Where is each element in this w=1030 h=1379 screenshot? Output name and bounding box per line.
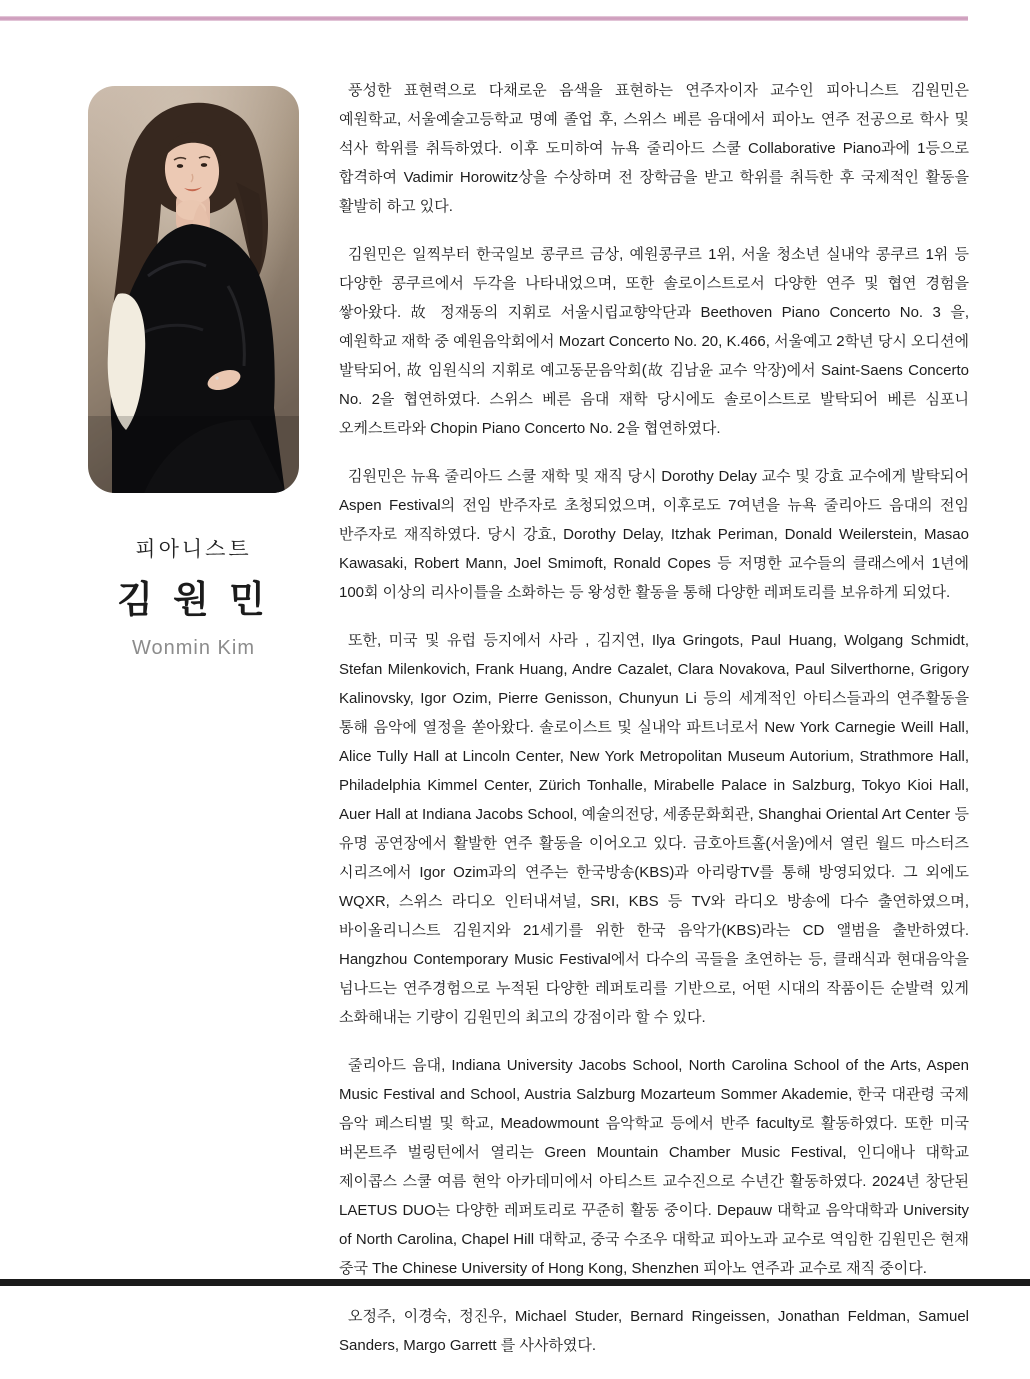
bio-paragraph: 김원민은 뉴욕 줄리아드 스쿨 재학 및 재직 당시 Dorothy Delay 교수 및 강효 교수에게 발탁되어 Aspen Festival의 전임 반주자로 초청되었으며, 이후로도 7여년을 뉴욕 줄리아드 음대의 전임 반주자로 재직하였다. 당시 강효, Dorothy Delay, Itzhak Periman, Donald Weilerstein, Masao Kawasaki, Robert Mann, Joel Smimoft, Ronald Copes 등 저명한 교수들의 클래스에서 1년에 100회 이상의 리사이틀을 소화하는 등 왕성한 활동을 통해 다양한 레퍼토리를 보유하게 되었다. xyxy=(339,468,969,601)
role-label: 피아니스트 xyxy=(135,538,252,561)
bio-paragraph: 또한, 미국 및 유럽 등지에서 사라 , 김지연, Ilya Gringots, Paul Huang, Wolgang Schmidt, Stefan Milenkovich, Frank Huang, Andre Cazalet, Clara Novakova, Paul Silverthorne, Grigory Kalinovsky, Igor Ozim, Pierre Genisson, Chunyun Li 등의 세계적인 아티스들과의 연주활동을 통해 음악에 열정을 쏟아왔다. 솔로이스트 및 실내악 파트너로서 New York Carnegie Weill Hall, Alice Tully Hall at Lincoln Center, New York Metropolitan Museum Autorium, Strathmore Hall, Philadelphia Kimmel Center, Zürich Tonhalle, Mirabelle Palace in Salzburg, Tokyo Kioi Hall, Auer Hall at Indiana Jacobs School, 예술의전당, 세종문화회관, Shanghai Oriental Art Center 등 유명 공연장에서 활발한 연주 활동을 이어오고 있다. 금호아트홀(서울)에서 열린 월드 마스터즈 시리즈에서 Igor Ozim과의 연주는 한국방송(KBS)과 아리랑TV를 통해 방영되었다. 그 외에도 WQXR, 스위스 라디오 인터내셔널, SRI, KBS 등 TV와 라디오 방송에 다수 출연하였으며, 바이올리니스트 김원지와 21세기를 위한 한국 음악가(KBS)라는 CD 앨범을 출반하였다. Hangzhou Contemporary Music Festival에서 다수의 곡들을 초연하는 등, 클래식과 현대음악을 넘나드는 연주경험으로 누적된 다양한 레퍼토리를 기반으로, 어떤 시대의 작품이든 순발력 있게 소화해내는 기량이 김원민의 최고의 강점이라 할 수 있다. xyxy=(339,632,969,1026)
portrait-photo xyxy=(88,86,299,493)
portrait-photo-illustration xyxy=(88,86,299,493)
bio-paragraph: 오정주, 이경숙, 정진우, Michael Studer, Bernard Ringeissen, Jonathan Feldman, Samuel Sanders, Margo Garrett 를 사사하였다. xyxy=(339,1308,969,1354)
bio-paragraph: 줄리아드 음대, Indiana University Jacobs School, North Carolina School of the Arts, Aspen Music Festival and School, Austria Salzburg Mozarteum Sommer Akademie, 한국 대관령 국제 음악 페스티벌 및 학교, Meadowmount 음악학교 등에서 반주 faculty로 활동하였다. 또한 미국 버몬트주 벌링턴에서 열리는 Green Mountain Chamber Music Festival, 인디애나 대학교 제이콥스 스쿨 여름 현악 아카데미에서 아티스트 교수진으로 수년간 활동하였다. 2024년 창단된 LAETUS DUO는 다양한 레퍼토리로 꾸준히 활동 중이다. Depauw 대학교 음악대학과 University of North Carolina, Chapel Hill 대학교, 중국 수조우 대학교 피아노과 교수로 역임한 김원민은 현재 중국 The Chinese University of Hong Kong, Shenzhen 피아노 연주과 교수로 재직 중이다. xyxy=(339,1057,969,1277)
profile-column xyxy=(88,86,299,660)
artist-name-english: Wonmin Kim xyxy=(132,637,255,659)
bio-text xyxy=(339,76,969,1379)
bottom-edge-bar xyxy=(0,1279,1030,1286)
bio-paragraph: 김원민은 일찍부터 한국일보 콩쿠르 금상, 예원콩쿠르 1위, 서울 청소년 실내악 콩쿠르 1위 등 다양한 콩쿠르에서 두각을 나타내었으며, 또한 솔로이스트로서 다양한 연주 및 협연 경험을 쌓아왔다. 故 정재동의 지휘로 서울시립교향악단과 Beethoven Piano Concerto No. 3 을, 예원학교 재학 중 예원음악회에서 Mozart Concerto No. 20, K.466, 서울예고 2학년 당시 오디션에 발탁되어, 故 임원식의 지휘로 예고동문음악회(故 김남윤 교수 악장)에서 Saint-Saens Concerto No. 2을 협연하였다. 스위스 베른 음대 재학 당시에도 솔로이스트로 발탁되어 베른 심포니 오케스트라와 Chopin Piano Concerto No. 2을 협연하였다. xyxy=(339,246,969,437)
artist-name-korean: 김 원 민 xyxy=(117,579,270,620)
top-accent-rule xyxy=(0,16,968,21)
bio-paragraph: 풍성한 표현력으로 다채로운 음색을 표현하는 연주자이자 교수인 피아니스트 김원민은 예원학교, 서울예술고등학교 명예 졸업 후, 스위스 베른 음대에서 피아노 연주 전공으로 학사 및 석사 학위를 취득하였다. 이후 도미하여 뉴욕 줄리아드 스쿨 Collaborative Piano과에 1등으로 합격하여 Vadimir Horowitz상을 수상하며 전 장학금을 받고 학위를 취득한 후 국제적인 활동을 활발히 하고 있다. xyxy=(339,82,969,215)
